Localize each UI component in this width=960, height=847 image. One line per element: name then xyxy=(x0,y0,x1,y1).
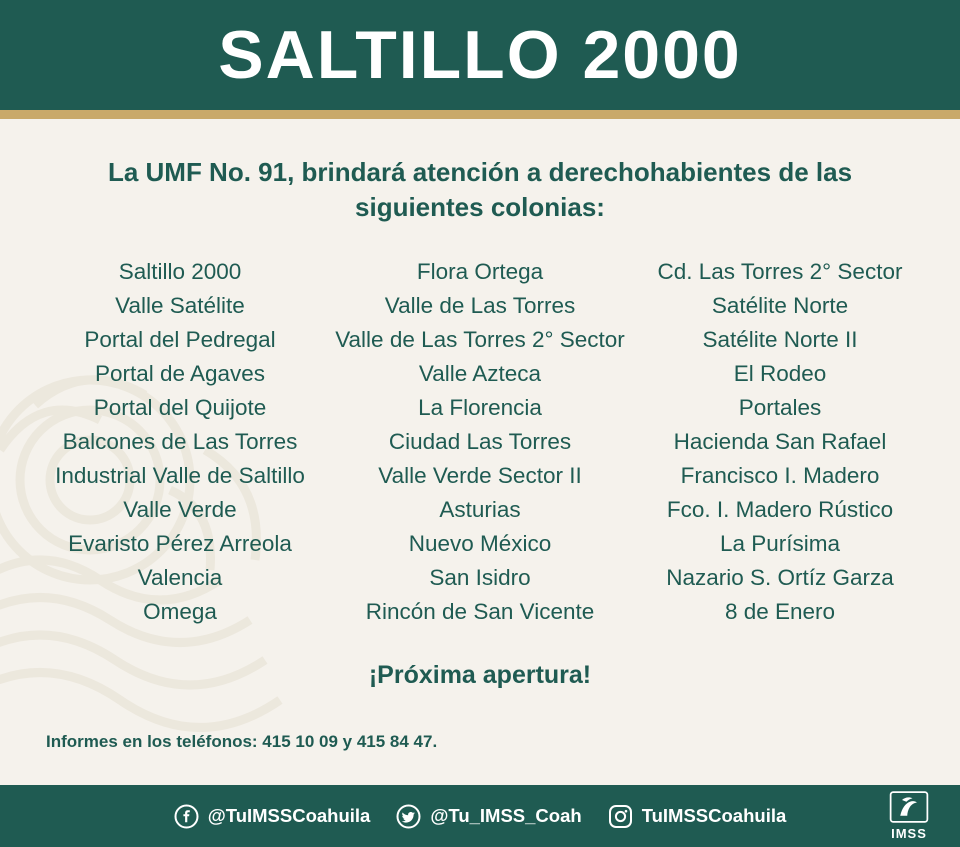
list-item: Cd. Las Torres 2° Sector xyxy=(657,259,903,285)
colonias-columns xyxy=(24,255,936,629)
list-item: Portal del Pedregal xyxy=(84,327,276,353)
phones-text: Informes en los teléfonos: 415 10 09 y 415 84 47. xyxy=(46,732,438,752)
list-item: Portal del Quijote xyxy=(93,395,267,421)
list-item: Saltillo 2000 xyxy=(118,259,242,285)
list-item: Nazario S. Ortíz Garza xyxy=(666,565,894,591)
list-item: Omega xyxy=(143,599,217,625)
social-handle: @TuIMSSCoahuila xyxy=(207,805,371,826)
list-item: Valencia xyxy=(137,565,223,591)
list-item: 8 de Enero xyxy=(724,599,836,625)
social-handle: @Tu_IMSS_Coah xyxy=(430,805,582,826)
list-item: Satélite Norte II xyxy=(702,327,858,353)
poster-header xyxy=(0,0,960,110)
list-item: La Purísima xyxy=(719,531,841,557)
list-item: Francisco I. Madero xyxy=(680,463,880,489)
list-item: Valle Azteca xyxy=(418,361,542,387)
gold-divider xyxy=(0,110,960,119)
twitter-icon xyxy=(396,804,421,829)
list-item: Balcones de Las Torres xyxy=(62,429,298,455)
list-item: Valle de Las Torres 2° Sector xyxy=(335,327,625,353)
list-item: Rincón de San Vicente xyxy=(365,599,595,625)
list-item: Valle de Las Torres xyxy=(384,293,576,319)
list-item: Portales xyxy=(738,395,822,421)
list-item: Ciudad Las Torres xyxy=(388,429,572,455)
colonias-column-1 xyxy=(30,255,330,629)
imss-logo xyxy=(878,785,940,843)
social-facebook[interactable] xyxy=(174,804,371,829)
apertura-text: ¡Próxima apertura! xyxy=(368,661,592,690)
list-item: Satélite Norte xyxy=(711,293,849,319)
social-twitter[interactable] xyxy=(396,804,581,829)
list-item: Fco. I. Madero Rústico xyxy=(666,497,894,523)
list-item: Valle Verde xyxy=(123,497,237,523)
poster-content xyxy=(0,119,960,752)
list-item: Valle Satélite xyxy=(115,293,245,319)
social-handle: TuIMSSCoahuila xyxy=(641,805,787,826)
list-item: El Rodeo xyxy=(733,361,827,387)
facebook-icon xyxy=(174,804,199,829)
subtitle-text: La UMF No. 91, brindará atención a derechohabientes de las siguientes colonias: xyxy=(107,157,853,223)
list-item: Hacienda San Rafael xyxy=(673,429,887,455)
list-item: Industrial Valle de Saltillo xyxy=(55,463,305,489)
poster-footer xyxy=(0,785,960,847)
list-item: Flora Ortega xyxy=(416,259,544,285)
list-item: La Florencia xyxy=(418,395,542,421)
list-item: Evaristo Pérez Arreola xyxy=(68,531,292,557)
list-item: Valle Verde Sector II xyxy=(378,463,582,489)
instagram-icon xyxy=(608,804,633,829)
list-item: Nuevo México xyxy=(408,531,552,557)
colonias-column-2 xyxy=(330,255,630,629)
imss-eagle-icon xyxy=(888,789,930,825)
social-instagram[interactable] xyxy=(608,804,787,829)
list-item: Portal de Agaves xyxy=(94,361,266,387)
social-bar xyxy=(174,804,787,829)
imss-logo-text: IMSS xyxy=(891,825,927,841)
page-title: SALTILLO 2000 xyxy=(218,17,742,93)
list-item: Asturias xyxy=(439,497,521,523)
colonias-column-3 xyxy=(630,255,930,629)
list-item: San Isidro xyxy=(429,565,531,591)
